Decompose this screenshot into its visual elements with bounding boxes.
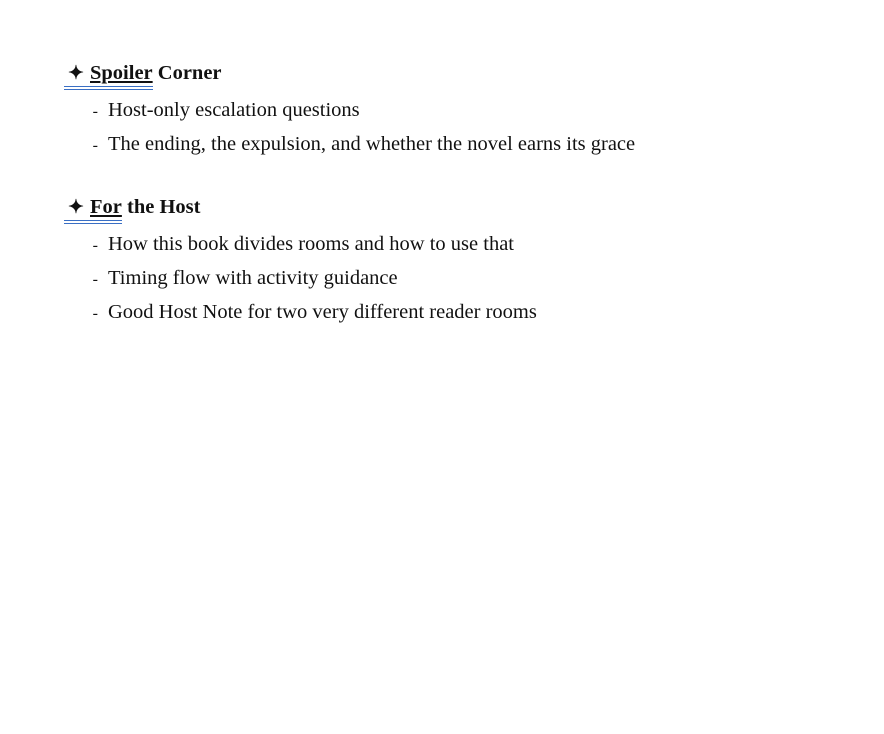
heading-underlined-word: Spoiler [90,62,153,84]
dash-bullet: - [92,305,98,322]
four-point-star-icon: ✦ [68,197,84,218]
list-item-text: Host-only escalation questions [108,99,360,121]
heading-underlined-word: For [90,196,122,218]
list-item[interactable] [68,262,537,296]
section-heading [68,194,537,221]
bullet-list [68,228,537,330]
heading-rest: the Host [121,196,201,218]
section-spoiler-corner [68,60,635,162]
list-item[interactable] [68,128,635,162]
list-item[interactable] [68,228,537,262]
list-item-text: Good Host Note for two very different reader rooms [108,301,537,323]
dash-bullet: - [92,237,98,254]
heading-text[interactable] [90,194,200,220]
list-item-text: How this book divides rooms and how to use that [108,233,514,255]
list-item-text: Timing flow with activity guidance [108,267,398,289]
list-item[interactable] [68,296,537,330]
dash-bullet: - [92,103,98,120]
list-item[interactable] [68,94,635,128]
section-heading [68,60,635,87]
dash-bullet: - [92,271,98,288]
four-point-star-icon: ✦ [68,63,84,84]
heading-text[interactable] [90,60,222,86]
bullet-list [68,94,635,162]
section-for-the-host [68,194,537,330]
list-item-text: The ending, the expulsion, and whether the novel earns its grace [108,133,636,155]
heading-rest: Corner [152,62,222,84]
dash-bullet: - [92,137,98,154]
